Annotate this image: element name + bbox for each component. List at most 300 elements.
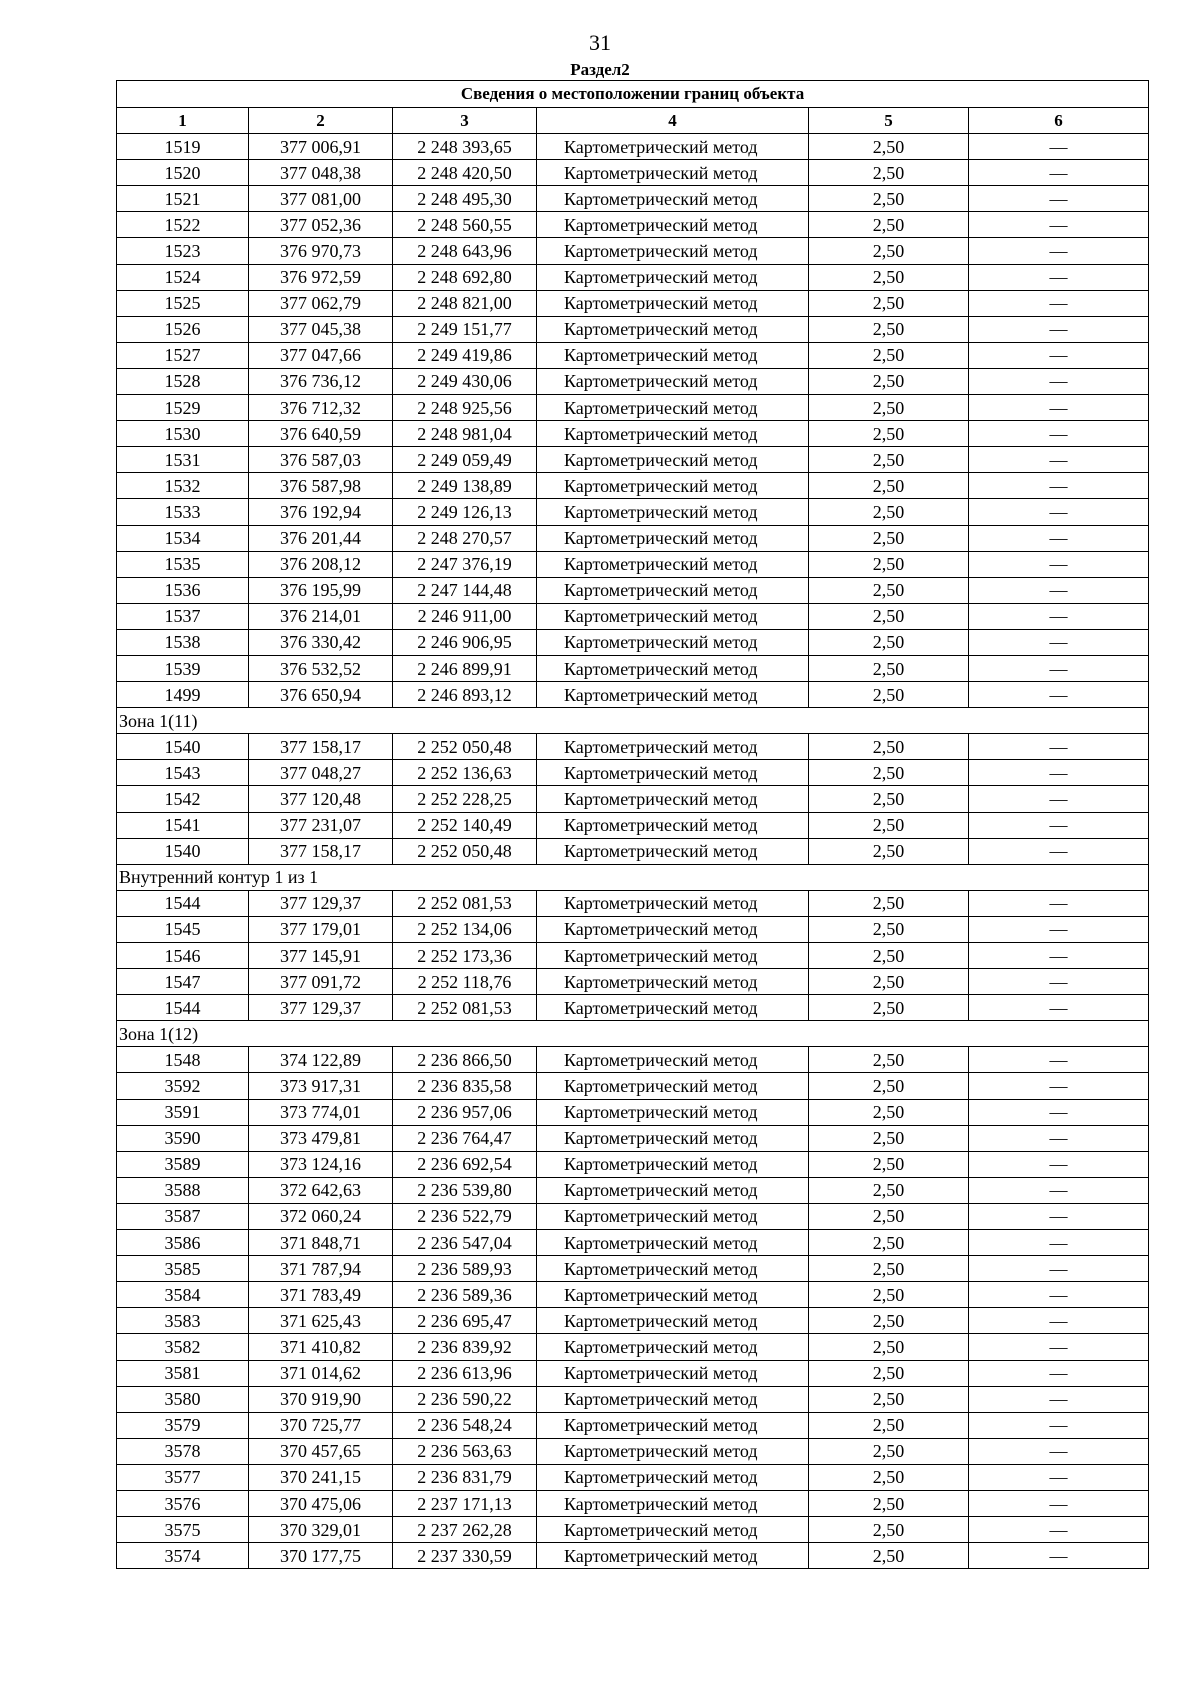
accuracy-cell: 2,50	[809, 1125, 969, 1151]
description-cell: —	[969, 786, 1149, 812]
point-number-cell: 1531	[117, 447, 249, 473]
coord-y-cell: 2 236 764,47	[393, 1125, 537, 1151]
table-row	[117, 1490, 1149, 1516]
coord-x-cell: 373 124,16	[249, 1151, 393, 1177]
accuracy-cell: 2,50	[809, 1282, 969, 1308]
accuracy-cell: 2,50	[809, 1334, 969, 1360]
section-row	[117, 1021, 1149, 1047]
method-cell: Картометрический метод	[537, 916, 809, 942]
method-cell: Картометрический метод	[537, 1412, 809, 1438]
table-row	[117, 447, 1149, 473]
accuracy-cell: 2,50	[809, 916, 969, 942]
coord-y-cell: 2 248 692,80	[393, 264, 537, 290]
point-number-cell: 1540	[117, 838, 249, 864]
point-number-cell: 1523	[117, 238, 249, 264]
coord-y-cell: 2 252 050,48	[393, 838, 537, 864]
coord-y-cell: 2 237 171,13	[393, 1490, 537, 1516]
coord-x-cell: 376 970,73	[249, 238, 393, 264]
coord-x-cell: 377 081,00	[249, 186, 393, 212]
point-number-cell: 1548	[117, 1047, 249, 1073]
method-cell: Картометрический метод	[537, 1543, 809, 1569]
accuracy-cell: 2,50	[809, 760, 969, 786]
description-cell: —	[969, 916, 1149, 942]
description-cell: —	[969, 969, 1149, 995]
method-cell: Картометрический метод	[537, 1360, 809, 1386]
coord-x-cell: 377 006,91	[249, 134, 393, 160]
coord-y-cell: 2 236 835,58	[393, 1073, 537, 1099]
point-number-cell: 3589	[117, 1151, 249, 1177]
point-number-cell: 1525	[117, 290, 249, 316]
point-number-cell: 3581	[117, 1360, 249, 1386]
coord-x-cell: 373 479,81	[249, 1125, 393, 1151]
coord-x-cell: 374 122,89	[249, 1047, 393, 1073]
accuracy-cell: 2,50	[809, 734, 969, 760]
coord-x-cell: 376 532,52	[249, 655, 393, 681]
point-number-cell: 1533	[117, 499, 249, 525]
point-number-cell: 3580	[117, 1386, 249, 1412]
table-row	[117, 577, 1149, 603]
table-row	[117, 969, 1149, 995]
accuracy-cell: 2,50	[809, 1177, 969, 1203]
table-title-row	[117, 81, 1149, 108]
coord-y-cell: 2 248 981,04	[393, 421, 537, 447]
accuracy-cell: 2,50	[809, 1490, 969, 1516]
table-row	[117, 734, 1149, 760]
coord-x-cell: 370 457,65	[249, 1438, 393, 1464]
accuracy-cell: 2,50	[809, 395, 969, 421]
column-header: 1	[117, 108, 249, 134]
description-cell: —	[969, 577, 1149, 603]
table-row	[117, 786, 1149, 812]
accuracy-cell: 2,50	[809, 1412, 969, 1438]
coord-y-cell: 2 249 126,13	[393, 499, 537, 525]
point-number-cell: 1520	[117, 160, 249, 186]
coord-x-cell: 376 214,01	[249, 603, 393, 629]
description-cell: —	[969, 655, 1149, 681]
accuracy-cell: 2,50	[809, 134, 969, 160]
table-row	[117, 134, 1149, 160]
method-cell: Картометрический метод	[537, 655, 809, 681]
coord-x-cell: 377 062,79	[249, 290, 393, 316]
method-cell: Картометрический метод	[537, 1047, 809, 1073]
coord-x-cell: 370 725,77	[249, 1412, 393, 1438]
table-row	[117, 1543, 1149, 1569]
coord-y-cell: 2 246 893,12	[393, 682, 537, 708]
column-header-row	[117, 108, 1149, 134]
coord-y-cell: 2 248 420,50	[393, 160, 537, 186]
point-number-cell: 1524	[117, 264, 249, 290]
description-cell: —	[969, 1464, 1149, 1490]
accuracy-cell: 2,50	[809, 186, 969, 212]
description-cell: —	[969, 1256, 1149, 1282]
coord-y-cell: 2 236 590,22	[393, 1386, 537, 1412]
coord-x-cell: 376 972,59	[249, 264, 393, 290]
table-row	[117, 838, 1149, 864]
coord-y-cell: 2 249 138,89	[393, 473, 537, 499]
accuracy-cell: 2,50	[809, 1256, 969, 1282]
coord-x-cell: 376 195,99	[249, 577, 393, 603]
description-cell: —	[969, 421, 1149, 447]
description-cell: —	[969, 603, 1149, 629]
coord-y-cell: 2 252 134,06	[393, 916, 537, 942]
method-cell: Картометрический метод	[537, 421, 809, 447]
table-row	[117, 995, 1149, 1021]
coord-x-cell: 376 587,98	[249, 473, 393, 499]
point-number-cell: 3579	[117, 1412, 249, 1438]
point-number-cell: 1538	[117, 629, 249, 655]
coord-x-cell: 377 048,38	[249, 160, 393, 186]
table-row	[117, 916, 1149, 942]
column-header: 6	[969, 108, 1149, 134]
table-row	[117, 1308, 1149, 1334]
table-row	[117, 1125, 1149, 1151]
accuracy-cell: 2,50	[809, 812, 969, 838]
description-cell: —	[969, 238, 1149, 264]
section-label: Раздел2	[570, 60, 630, 79]
accuracy-cell: 2,50	[809, 995, 969, 1021]
accuracy-cell: 2,50	[809, 682, 969, 708]
coord-x-cell: 377 158,17	[249, 734, 393, 760]
coord-x-cell: 376 330,42	[249, 629, 393, 655]
coord-x-cell: 377 158,17	[249, 838, 393, 864]
coord-y-cell: 2 248 393,65	[393, 134, 537, 160]
accuracy-cell: 2,50	[809, 1360, 969, 1386]
accuracy-cell: 2,50	[809, 238, 969, 264]
method-cell: Картометрический метод	[537, 1099, 809, 1125]
method-cell: Картометрический метод	[537, 943, 809, 969]
point-number-cell: 3590	[117, 1125, 249, 1151]
coord-x-cell: 370 177,75	[249, 1543, 393, 1569]
description-cell: —	[969, 1308, 1149, 1334]
method-cell: Картометрический метод	[537, 1386, 809, 1412]
coord-y-cell: 2 252 228,25	[393, 786, 537, 812]
coord-x-cell: 371 625,43	[249, 1308, 393, 1334]
point-number-cell: 1535	[117, 551, 249, 577]
method-cell: Картометрический метод	[537, 316, 809, 342]
description-cell: —	[969, 316, 1149, 342]
point-number-cell: 3578	[117, 1438, 249, 1464]
description-cell: —	[969, 682, 1149, 708]
table-row	[117, 525, 1149, 551]
coord-y-cell: 2 252 081,53	[393, 995, 537, 1021]
description-cell: —	[969, 629, 1149, 655]
coord-y-cell: 2 247 144,48	[393, 577, 537, 603]
method-cell: Картометрический метод	[537, 734, 809, 760]
accuracy-cell: 2,50	[809, 890, 969, 916]
section-heading: Внутренний контур 1 из 1	[117, 864, 1149, 890]
table-row	[117, 290, 1149, 316]
point-number-cell: 1527	[117, 342, 249, 368]
description-cell: —	[969, 1073, 1149, 1099]
coord-y-cell: 2 248 560,55	[393, 212, 537, 238]
accuracy-cell: 2,50	[809, 603, 969, 629]
table-row	[117, 264, 1149, 290]
table-row	[117, 1230, 1149, 1256]
table-row	[117, 603, 1149, 629]
description-cell: —	[969, 447, 1149, 473]
method-cell: Картометрический метод	[537, 1125, 809, 1151]
description-cell: —	[969, 1334, 1149, 1360]
accuracy-cell: 2,50	[809, 1047, 969, 1073]
table-row	[117, 160, 1149, 186]
point-number-cell: 1528	[117, 368, 249, 394]
accuracy-cell: 2,50	[809, 212, 969, 238]
coord-x-cell: 376 208,12	[249, 551, 393, 577]
point-number-cell: 1541	[117, 812, 249, 838]
point-number-cell: 1546	[117, 943, 249, 969]
accuracy-cell: 2,50	[809, 160, 969, 186]
coord-x-cell: 371 848,71	[249, 1230, 393, 1256]
point-number-cell: 1526	[117, 316, 249, 342]
point-number-cell: 1519	[117, 134, 249, 160]
coord-x-cell: 377 145,91	[249, 943, 393, 969]
point-number-cell: 3588	[117, 1177, 249, 1203]
method-cell: Картометрический метод	[537, 499, 809, 525]
method-cell: Картометрический метод	[537, 1256, 809, 1282]
method-cell: Картометрический метод	[537, 995, 809, 1021]
description-cell: —	[969, 1047, 1149, 1073]
description-cell: —	[969, 499, 1149, 525]
description-cell: —	[969, 551, 1149, 577]
method-cell: Картометрический метод	[537, 1177, 809, 1203]
coord-x-cell: 371 783,49	[249, 1282, 393, 1308]
method-cell: Картометрический метод	[537, 786, 809, 812]
method-cell: Картометрический метод	[537, 629, 809, 655]
table-row	[117, 1151, 1149, 1177]
page-number: 31	[589, 30, 611, 55]
point-number-cell: 3585	[117, 1256, 249, 1282]
coord-y-cell: 2 246 899,91	[393, 655, 537, 681]
description-cell: —	[969, 1282, 1149, 1308]
table-row	[117, 629, 1149, 655]
table-row	[117, 1360, 1149, 1386]
accuracy-cell: 2,50	[809, 316, 969, 342]
section-row	[117, 864, 1149, 890]
table-row	[117, 890, 1149, 916]
section-heading: Зона 1(12)	[117, 1021, 1149, 1047]
method-cell: Картометрический метод	[537, 760, 809, 786]
method-cell: Картометрический метод	[537, 1073, 809, 1099]
method-cell: Картометрический метод	[537, 812, 809, 838]
description-cell: —	[969, 1412, 1149, 1438]
method-cell: Картометрический метод	[537, 525, 809, 551]
table-row	[117, 1517, 1149, 1543]
point-number-cell: 3575	[117, 1517, 249, 1543]
table-row	[117, 316, 1149, 342]
table-row	[117, 238, 1149, 264]
point-number-cell: 1544	[117, 890, 249, 916]
point-number-cell: 1534	[117, 525, 249, 551]
coord-x-cell: 370 919,90	[249, 1386, 393, 1412]
coord-y-cell: 2 236 547,04	[393, 1230, 537, 1256]
description-cell: —	[969, 1360, 1149, 1386]
method-cell: Картометрический метод	[537, 368, 809, 394]
description-cell: —	[969, 473, 1149, 499]
method-cell: Картометрический метод	[537, 290, 809, 316]
coord-y-cell: 2 236 692,54	[393, 1151, 537, 1177]
point-number-cell: 3586	[117, 1230, 249, 1256]
coord-y-cell: 2 249 151,77	[393, 316, 537, 342]
table-row	[117, 1099, 1149, 1125]
point-number-cell: 1536	[117, 577, 249, 603]
coord-x-cell: 371 014,62	[249, 1360, 393, 1386]
coord-x-cell: 377 129,37	[249, 890, 393, 916]
coord-y-cell: 2 249 430,06	[393, 368, 537, 394]
coord-x-cell: 376 712,32	[249, 395, 393, 421]
coord-y-cell: 2 246 911,00	[393, 603, 537, 629]
coord-x-cell: 371 787,94	[249, 1256, 393, 1282]
method-cell: Картометрический метод	[537, 1490, 809, 1516]
description-cell: —	[969, 995, 1149, 1021]
table-row	[117, 1412, 1149, 1438]
point-number-cell: 1499	[117, 682, 249, 708]
accuracy-cell: 2,50	[809, 969, 969, 995]
coord-y-cell: 2 236 831,79	[393, 1464, 537, 1490]
point-number-cell: 1547	[117, 969, 249, 995]
coord-x-cell: 377 120,48	[249, 786, 393, 812]
method-cell: Картометрический метод	[537, 447, 809, 473]
table-row	[117, 499, 1149, 525]
coord-x-cell: 377 179,01	[249, 916, 393, 942]
coord-x-cell: 370 475,06	[249, 1490, 393, 1516]
coord-x-cell: 376 640,59	[249, 421, 393, 447]
coord-y-cell: 2 252 173,36	[393, 943, 537, 969]
coord-y-cell: 2 249 419,86	[393, 342, 537, 368]
coord-y-cell: 2 236 695,47	[393, 1308, 537, 1334]
accuracy-cell: 2,50	[809, 943, 969, 969]
description-cell: —	[969, 1543, 1149, 1569]
method-cell: Картометрический метод	[537, 890, 809, 916]
table-row	[117, 1073, 1149, 1099]
point-number-cell: 1544	[117, 995, 249, 1021]
point-number-cell: 3584	[117, 1282, 249, 1308]
point-number-cell: 3592	[117, 1073, 249, 1099]
coord-y-cell: 2 236 548,24	[393, 1412, 537, 1438]
method-cell: Картометрический метод	[537, 1151, 809, 1177]
method-cell: Картометрический метод	[537, 342, 809, 368]
method-cell: Картометрический метод	[537, 1464, 809, 1490]
table-row	[117, 1177, 1149, 1203]
table-row	[117, 682, 1149, 708]
coord-y-cell: 2 237 262,28	[393, 1517, 537, 1543]
coord-y-cell: 2 247 376,19	[393, 551, 537, 577]
table-row	[117, 1256, 1149, 1282]
table-row	[117, 551, 1149, 577]
table-row	[117, 1047, 1149, 1073]
method-cell: Картометрический метод	[537, 1438, 809, 1464]
method-cell: Картометрический метод	[537, 577, 809, 603]
description-cell: —	[969, 525, 1149, 551]
method-cell: Картометрический метод	[537, 134, 809, 160]
coord-y-cell: 2 237 330,59	[393, 1543, 537, 1569]
coord-x-cell: 377 048,27	[249, 760, 393, 786]
coord-x-cell: 372 642,63	[249, 1177, 393, 1203]
table-row	[117, 1334, 1149, 1360]
point-number-cell: 1537	[117, 603, 249, 629]
coord-x-cell: 376 650,94	[249, 682, 393, 708]
accuracy-cell: 2,50	[809, 786, 969, 812]
coord-x-cell: 373 774,01	[249, 1099, 393, 1125]
coord-y-cell: 2 236 589,93	[393, 1256, 537, 1282]
method-cell: Картометрический метод	[537, 473, 809, 499]
section-heading: Зона 1(11)	[117, 708, 1149, 734]
coord-x-cell: 376 192,94	[249, 499, 393, 525]
description-cell: —	[969, 1099, 1149, 1125]
method-cell: Картометрический метод	[537, 160, 809, 186]
coord-x-cell: 377 129,37	[249, 995, 393, 1021]
method-cell: Картометрический метод	[537, 395, 809, 421]
coord-x-cell: 370 329,01	[249, 1517, 393, 1543]
accuracy-cell: 2,50	[809, 1386, 969, 1412]
accuracy-cell: 2,50	[809, 447, 969, 473]
method-cell: Картометрический метод	[537, 238, 809, 264]
method-cell: Картометрический метод	[537, 1282, 809, 1308]
accuracy-cell: 2,50	[809, 551, 969, 577]
accuracy-cell: 2,50	[809, 1517, 969, 1543]
description-cell: —	[969, 342, 1149, 368]
table-row	[117, 1464, 1149, 1490]
accuracy-cell: 2,50	[809, 368, 969, 394]
coord-y-cell: 2 248 925,56	[393, 395, 537, 421]
column-header: 3	[393, 108, 537, 134]
coord-x-cell: 377 045,38	[249, 316, 393, 342]
table-row	[117, 1282, 1149, 1308]
coord-x-cell: 373 917,31	[249, 1073, 393, 1099]
coord-y-cell: 2 246 906,95	[393, 629, 537, 655]
table-row	[117, 186, 1149, 212]
description-cell: —	[969, 212, 1149, 238]
table-row	[117, 1438, 1149, 1464]
description-cell: —	[969, 890, 1149, 916]
coord-y-cell: 2 252 050,48	[393, 734, 537, 760]
description-cell: —	[969, 1177, 1149, 1203]
method-cell: Картометрический метод	[537, 682, 809, 708]
coord-y-cell: 2 236 613,96	[393, 1360, 537, 1386]
coord-x-cell: 372 060,24	[249, 1203, 393, 1229]
accuracy-cell: 2,50	[809, 525, 969, 551]
coord-y-cell: 2 252 140,49	[393, 812, 537, 838]
coord-y-cell: 2 236 866,50	[393, 1047, 537, 1073]
column-header: 4	[537, 108, 809, 134]
point-number-cell: 1532	[117, 473, 249, 499]
accuracy-cell: 2,50	[809, 1464, 969, 1490]
accuracy-cell: 2,50	[809, 1099, 969, 1125]
description-cell: —	[969, 838, 1149, 864]
method-cell: Картометрический метод	[537, 603, 809, 629]
coord-y-cell: 2 236 563,63	[393, 1438, 537, 1464]
accuracy-cell: 2,50	[809, 629, 969, 655]
method-cell: Картометрический метод	[537, 264, 809, 290]
table-row	[117, 943, 1149, 969]
point-number-cell: 3587	[117, 1203, 249, 1229]
description-cell: —	[969, 264, 1149, 290]
method-cell: Картометрический метод	[537, 1517, 809, 1543]
description-cell: —	[969, 1203, 1149, 1229]
description-cell: —	[969, 134, 1149, 160]
coord-x-cell: 377 052,36	[249, 212, 393, 238]
point-number-cell: 1529	[117, 395, 249, 421]
description-cell: —	[969, 368, 1149, 394]
point-number-cell: 1539	[117, 655, 249, 681]
accuracy-cell: 2,50	[809, 264, 969, 290]
description-cell: —	[969, 160, 1149, 186]
column-header: 2	[249, 108, 393, 134]
method-cell: Картометрический метод	[537, 969, 809, 995]
coord-y-cell: 2 236 589,36	[393, 1282, 537, 1308]
description-cell: —	[969, 290, 1149, 316]
method-cell: Картометрический метод	[537, 212, 809, 238]
coord-y-cell: 2 248 495,30	[393, 186, 537, 212]
